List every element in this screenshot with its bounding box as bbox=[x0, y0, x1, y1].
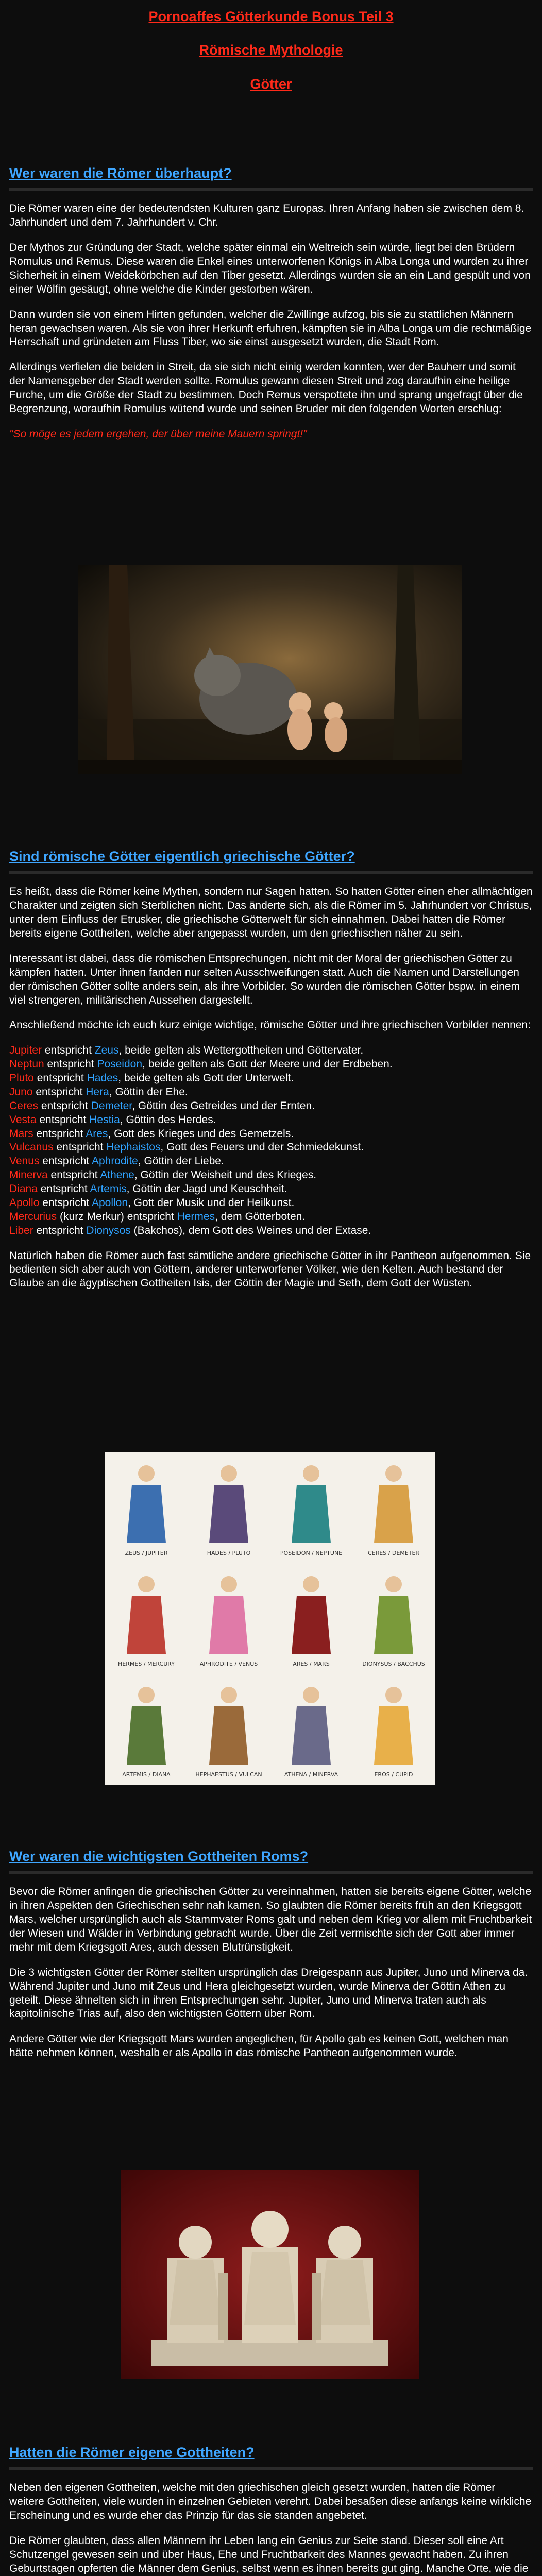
god-pairs-list bbox=[9, 1044, 533, 1238]
god-pair-description: , dem Götterboten. bbox=[215, 1210, 306, 1223]
greek-god-name: Aphrodite bbox=[91, 1155, 138, 1167]
god-pair-description: (Bakchos), dem Gott des Weines und der Extase. bbox=[130, 1224, 371, 1236]
god-pair-row bbox=[9, 1210, 533, 1224]
god-pair-description: , beide gelten als Gott der Unterwelt. bbox=[118, 1072, 294, 1084]
god-pair-connector: entspricht bbox=[42, 1044, 95, 1057]
greek-god-name: Artemis bbox=[90, 1183, 127, 1195]
god-pair-row bbox=[9, 1044, 533, 1058]
page-header bbox=[0, 0, 542, 92]
section-wichtigste bbox=[9, 1848, 533, 2072]
god-pair-row bbox=[9, 1141, 533, 1155]
god-pair-description: , Göttin der Weisheit und des Krieges. bbox=[134, 1169, 317, 1181]
section-heading: Sind römische Götter eigentlich griechische Götter? bbox=[9, 849, 355, 864]
roman-god-name: Vesta bbox=[9, 1113, 37, 1126]
god-pair-row bbox=[9, 1182, 533, 1196]
page-subtitle: Römische Mythologie bbox=[199, 42, 343, 58]
roman-god-name: Ceres bbox=[9, 1099, 39, 1112]
section-griechisch bbox=[9, 848, 533, 1302]
god-pair-connector: entspricht bbox=[32, 1086, 86, 1098]
god-pair-row bbox=[9, 1224, 533, 1238]
section-heading: Wer waren die Römer überhaupt? bbox=[9, 165, 232, 181]
god-pair-row bbox=[9, 1196, 533, 1210]
roman-god-name: Diana bbox=[9, 1183, 38, 1195]
god-pair-description: , beide gelten als Wettergottheiten und Göttervater. bbox=[118, 1044, 364, 1057]
paragraph: Interessant ist dabei, dass die römischen Entsprechungen, nicht mit der Moral der griechischen Götter zu kämpfen hatten. Unter ihnen fanden nur selten Ausschweifungen statt. Auch die Namen und Darstellungen der römischen Götter sollte anders sein, als ihre Vorbilder. So wurden die römischen Götter bspw. in einem viel strengeren, militärischen Aussehen dargestellt. bbox=[9, 952, 520, 1006]
god-pair-connector: entspricht bbox=[37, 1183, 90, 1195]
god-label: ARTEMIS / DIANA bbox=[122, 1771, 171, 1778]
greek-god-name: Ares bbox=[86, 1127, 108, 1140]
god-label: ZEUS / JUPITER bbox=[125, 1550, 168, 1556]
god-pair-connector: entspricht bbox=[33, 1224, 87, 1236]
greek-god-name: Hades bbox=[87, 1072, 118, 1084]
god-pair-description: , Göttin der Liebe. bbox=[138, 1155, 224, 1167]
paragraph: Anschließend möchte ich euch kurz einige wichtige, römische Götter und ihre griechischen Vorbilder nennen: bbox=[9, 1019, 531, 1031]
gods-chart bbox=[105, 1452, 435, 1785]
page-topic: Götter bbox=[250, 76, 292, 92]
greek-god-name: Hestia bbox=[89, 1113, 120, 1126]
god-pair-connector: entspricht bbox=[39, 1196, 92, 1209]
section-divider bbox=[9, 1871, 533, 1874]
page-title: Pornoaffes Götterkunde Bonus Teil 3 bbox=[148, 9, 394, 24]
god-pair-row bbox=[9, 1113, 533, 1127]
roman-god-name: Mercurius bbox=[9, 1210, 57, 1223]
god-pair-connector: entspricht bbox=[39, 1155, 92, 1167]
section-heading: Hatten die Römer eigene Gottheiten? bbox=[9, 2445, 255, 2460]
triad-statue bbox=[121, 2170, 419, 2379]
god-pair-connector: entspricht bbox=[36, 1113, 90, 1126]
roman-god-name: Neptun bbox=[9, 1058, 44, 1071]
god-pair-connector: entspricht bbox=[33, 1127, 86, 1140]
wolf-painting-image bbox=[78, 565, 462, 774]
god-label: APHRODITE / VENUS bbox=[199, 1660, 258, 1667]
paragraph: Dann wurden sie von einem Hirten gefunden, welcher die Zwillinge aufzog, bis sie zu stattlichen Männern heran gewachsen waren. Als sie von ihrer Herkunft erfuhren, kämpften sie in Alba Longa um die rechtmäßige Herrschaft und gründeten am Fluss Tiber, wo sie einst ausgesetzt wurden, die Stadt Rom. bbox=[9, 308, 532, 348]
god-pair-description: , beide gelten als Gott der Meere und der Erdbeben. bbox=[142, 1058, 393, 1071]
god-pair-connector: entspricht bbox=[33, 1072, 87, 1084]
god-pair-row bbox=[9, 1072, 533, 1086]
greek-god-name: Dionysos bbox=[86, 1224, 131, 1236]
god-pair-connector: (kurz Merkur) entspricht bbox=[57, 1210, 177, 1223]
greek-god-name: Demeter bbox=[91, 1099, 132, 1112]
god-pair-description: , Göttin der Jagd und Keuschheit. bbox=[126, 1183, 287, 1195]
section-divider bbox=[9, 871, 533, 874]
god-pair-row bbox=[9, 1086, 533, 1099]
paragraph: Es heißt, dass die Römer keine Mythen, sondern nur Sagen hatten. So hatten Götter einen eher allmächtigen Charakter und zeigten sich Sterblichen nicht. Das änderte sich, als die Römer im 5. Jahrhundert vor Christus, unter dem Einfluss der Etrusker, die griechische Götterwelt für sich einnahmen. Dabei hatten die Römer bereits eigene Gottheiten, welche aber angepasst wurden, um den griechischen näher zu sein. bbox=[9, 886, 533, 940]
god-label: POSEIDON / NEPTUNE bbox=[280, 1550, 343, 1556]
paragraph: Der Mythos zur Gründung der Stadt, welche später einmal ein Weltreich sein würde, liegt bei den Brüdern Romulus und Remus. Diese waren die Enkel eines unterworfenen Königs in Alba Longa und wurden zu ihrer Sicherheit in einem Weidekörbchen auf den Tiber gesetzt. Allerdings wurden sie an ein Land gespült und von einer Wölfin gesäugt, ohne welche die Kinder gestorben wären. bbox=[9, 242, 531, 295]
gods-chart-image bbox=[105, 1452, 435, 1785]
section-divider bbox=[9, 188, 533, 191]
greek-god-name: Hermes bbox=[177, 1210, 215, 1223]
greek-god-name: Zeus bbox=[94, 1044, 119, 1057]
greek-god-name: Athene bbox=[100, 1169, 134, 1181]
god-pair-description: , Göttin des Herdes. bbox=[120, 1113, 216, 1126]
god-pair-row bbox=[9, 1168, 533, 1182]
greek-god-name: Poseidon bbox=[97, 1058, 143, 1071]
section-eigene bbox=[9, 2444, 533, 2576]
god-pair-description: , Göttin der Ehe. bbox=[109, 1086, 188, 1098]
god-pair-row bbox=[9, 1058, 533, 1072]
god-pair-row bbox=[9, 1127, 533, 1141]
roman-god-name: Mars bbox=[9, 1127, 33, 1140]
god-pair-description: , Gott des Feuers und der Schmiedekunst. bbox=[160, 1141, 364, 1154]
roman-god-name: Juno bbox=[9, 1086, 33, 1098]
god-label: EROS / CUPID bbox=[374, 1771, 413, 1778]
god-pair-description: , Gott des Krieges und des Gemetzels. bbox=[108, 1127, 294, 1140]
god-label: CERES / DEMETER bbox=[367, 1550, 420, 1556]
god-label: HERMES / MERCURY bbox=[118, 1660, 175, 1667]
greek-god-name: Hera bbox=[86, 1086, 109, 1098]
section-heading: Wer waren die wichtigsten Gottheiten Roms? bbox=[9, 1849, 309, 1864]
god-pair-connector: entspricht bbox=[53, 1141, 107, 1154]
paragraph: Natürlich haben die Römer auch fast sämtliche andere griechische Götter in ihr Pantheon aufgenommen. Sie bedienten sich aber auch von Göttern, anderer unterworfener Völker, wie den Kelten. Auch bestand der Glaube an die ägyptischen Gottheiten Isis, der Göttin der Magie und Seth, dem Gott der Wüsten. bbox=[9, 1249, 531, 1290]
god-pair-row bbox=[9, 1155, 533, 1168]
roman-god-name: Liber bbox=[9, 1224, 33, 1236]
god-pair-row bbox=[9, 1099, 533, 1113]
roman-god-name: Venus bbox=[9, 1155, 40, 1167]
paragraph: Neben den eigenen Gottheiten, welche mit den griechischen gleich gesetzt wurden, hatten die Römer weitere Gottheiten, viele wurden in einzelnen Gebieten verehrt. Dabei besaßen diese anfangs keine wirkliche Erscheinung und es wurde eher das Prinzip für das sie standen angebetet. bbox=[9, 2482, 532, 2522]
god-pair-description: , Gott der Musik und der Heilkunst. bbox=[128, 1196, 295, 1209]
wolf-painting bbox=[78, 565, 462, 774]
paragraph: Andere Götter wie der Kriegsgott Mars wurden angeglichen, für Apollo gab es keinen Gott, welchen man hätte nehmen können, weshalb er als Apollo in das römische Pantheon aufgenommen wurde. bbox=[9, 2033, 509, 2059]
roman-god-name: Apollo bbox=[9, 1196, 40, 1209]
paragraph: Die Römer glaubten, dass allen Männern ihr Leben lang ein Genius zur Seite stand. Dieser soll eine Art Schutzengel gewesen sein und über Haus, Ehe und Fruchtbarkeit des Mannes gewacht haben. Zu ihren Geburtstagen opferten die Männer dem Genius, selbst wenn es ihnen bereits gut ging. Manche Orte, wie die bbox=[9, 2535, 529, 2574]
triad-statue-image bbox=[121, 2170, 419, 2379]
greek-god-name: Apollon bbox=[91, 1196, 128, 1209]
roman-god-name: Pluto bbox=[9, 1072, 34, 1084]
paragraph: Bevor die Römer anfingen die griechischen Götter zu vereinnahmen, hatten sie bereits eigene Götter, welche in ihren Aspekten den Griechischen sehr nah kamen. So glaubten die Römer bereits früh an den Kriegsgott Mars, welcher ursprünglich auch als Stammvater Roms galt und neben dem Krieg vor allem mit Fruchtbarkeit der Wiesen und Wälder in Verbindung gebracht wurde. Über die Zeit vermischte sich der Gott aber immer mehr mit dem Kriegsgott Ares, auch dessen Blutrünstigkeit. bbox=[9, 1886, 532, 1953]
god-label: DIONYSUS / BACCHUS bbox=[362, 1660, 425, 1667]
god-label: ARES / MARS bbox=[293, 1660, 330, 1667]
god-pair-description: , Göttin des Getreides und der Ernten. bbox=[132, 1099, 315, 1112]
paragraph: Die Römer waren eine der bedeutendsten Kulturen ganz Europas. Ihren Anfang haben sie zwischen dem 8. Jahrhundert und dem 7. Jahrhundert v. Chr. bbox=[9, 202, 524, 229]
god-label: ATHENA / MINERVA bbox=[284, 1771, 338, 1778]
section-roemer bbox=[9, 165, 533, 457]
god-pair-connector: entspricht bbox=[38, 1099, 91, 1112]
paragraph: Die 3 wichtigsten Götter der Römer stellten ursprünglich das Dreigespann aus Jupiter, Juno und Minerva da. Während Jupiter und Juno mit Zeus und Hera gleichgesetzt wurden, wurde Minerva der Göttin Athen zu geteilt. Diese ähnelten sich in ihren Entsprechungen sehr. Jupiter, Juno und Minerva traten auch als kapitolinische Trias auf, also den wichtigsten Göttern über Rom. bbox=[9, 1966, 528, 2020]
greek-god-name: Hephaistos bbox=[106, 1141, 161, 1154]
section-divider bbox=[9, 2467, 533, 2470]
god-label: HEPHAESTUS / VULCAN bbox=[195, 1771, 262, 1778]
god-label: HADES / PLUTO bbox=[207, 1550, 251, 1556]
roman-god-name: Vulcanus bbox=[9, 1141, 54, 1154]
god-pair-connector: entspricht bbox=[44, 1058, 97, 1071]
god-pair-connector: entspricht bbox=[47, 1169, 100, 1181]
paragraph: Allerdings verfielen die beiden in Streit, da sie sich nicht einig werden konnten, wer der Bauherr und somit der Namensgeber der Stadt werden sollte. Romulus gewann diesen Streit und zog daraufhin eine heilige Furche, um die Größe der Stadt zu bestimmen. Doch Remus verspottete ihn und sprang ungefragt über die Begrenzung, woraufhin Romulus wütend wurde und seinen Bruder mit den folgenden Worten erschlug: bbox=[9, 361, 523, 415]
remus-quote: "So möge es jedem ergehen, der über meine Mauern springt!" bbox=[9, 428, 307, 440]
roman-god-name: Minerva bbox=[9, 1169, 48, 1181]
roman-god-name: Jupiter bbox=[9, 1044, 42, 1057]
